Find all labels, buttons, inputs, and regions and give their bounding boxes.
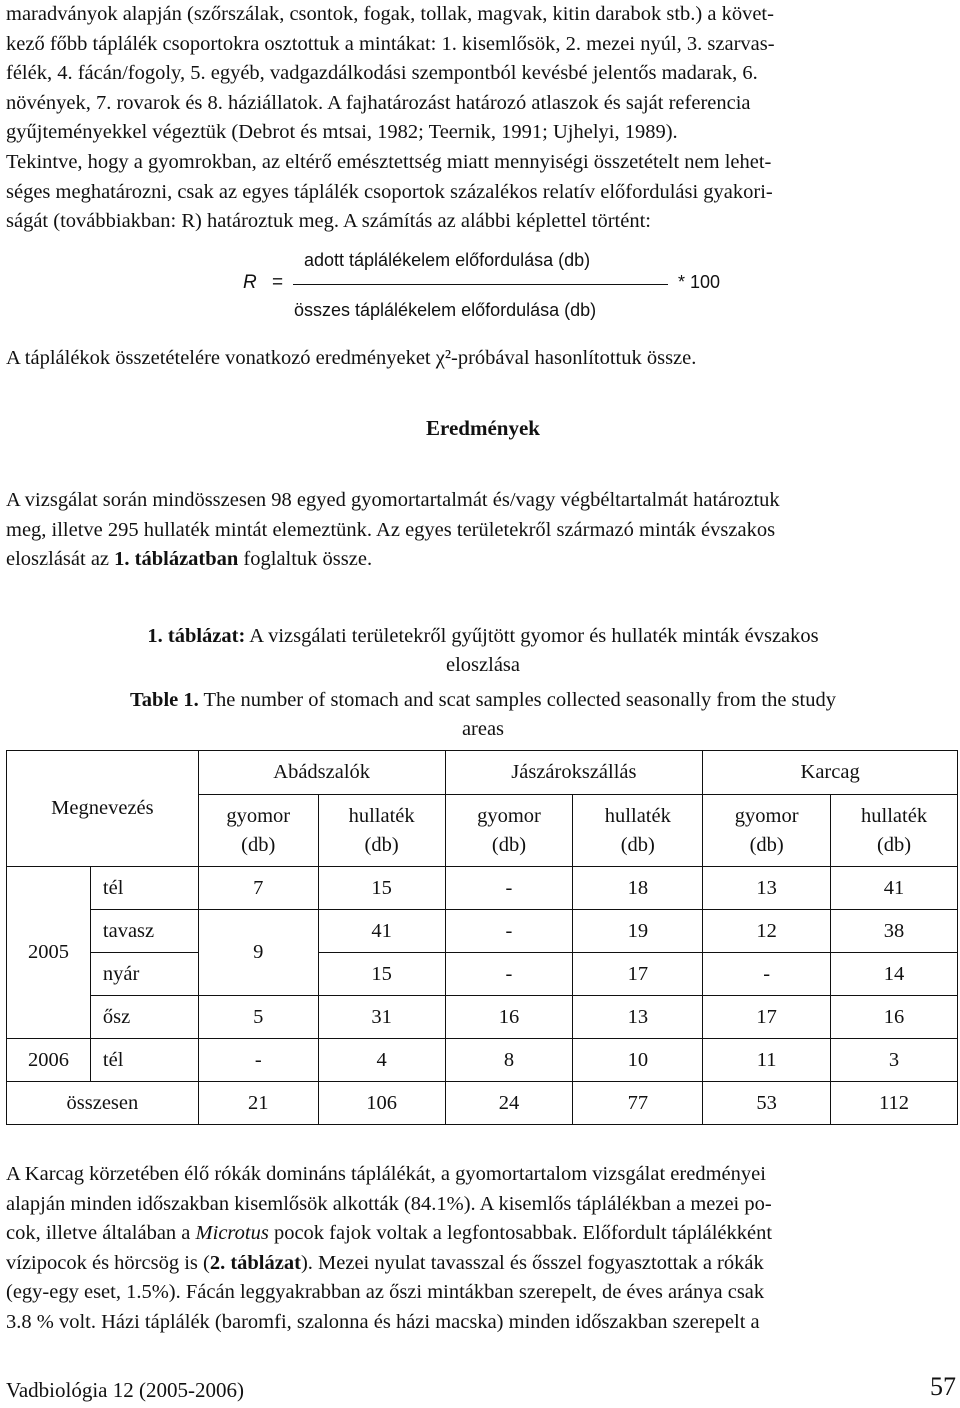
fraction-bar (293, 284, 668, 285)
year-cell: 2006 (7, 1039, 91, 1082)
value-cell: 13 (573, 996, 703, 1039)
text-line (6, 545, 960, 575)
page-footer (6, 1372, 960, 1403)
text-line (6, 1219, 960, 1249)
paragraph-results (6, 486, 960, 575)
value-cell: 12 (703, 910, 831, 953)
text-line: A Karcag körzetében élő rókák domináns táplálékát, a gyomortartalom vizsgálat eredményei (6, 1163, 766, 1185)
table-reference: 1. táblázatban (114, 548, 239, 570)
total-label: összesen (7, 1082, 199, 1125)
paragraph-chi-square: A táplálékok összetételére vonatkozó eredményeket χ²-próbával hasonlítottuk össze. (6, 347, 697, 369)
value-cell: 13 (703, 867, 831, 910)
table-header-row (7, 751, 958, 795)
formula-numerator: adott táplálékelem előfordulása (db) (304, 250, 591, 270)
value-cell: 18 (573, 867, 703, 910)
paragraph-discussion (6, 1160, 960, 1337)
formula (6, 238, 960, 348)
season-cell: tél (90, 867, 198, 910)
section-heading: Eredmények (426, 416, 540, 440)
caption-hu-line1 (6, 622, 960, 651)
value-cell: 19 (573, 910, 703, 953)
value-cell: 16 (831, 996, 958, 1039)
header-designation: Megnevezés (7, 751, 199, 867)
total-cell: 106 (318, 1082, 445, 1125)
table-row (7, 910, 958, 953)
text-run: vízipocok és hörcsög is ( (6, 1251, 210, 1274)
value-cell: 7 (198, 867, 318, 910)
text-line: Tekintve, hogy a gyomrokban, az eltérő emésztettség miatt mennyiségi összetételt nem lehet- (6, 151, 772, 173)
year-cell: 2005 (7, 867, 91, 1039)
table-row (7, 953, 958, 996)
table-row (7, 996, 958, 1039)
header-area: Karcag (703, 751, 958, 795)
value-cell: 41 (831, 867, 958, 910)
subheader-stomach: gyomor (db) (198, 795, 318, 867)
value-cell: 14 (831, 953, 958, 996)
subheader-scat: hullaték (db) (573, 795, 703, 867)
journal-name: Vadbiológia 12 (2005-2006) (6, 1378, 244, 1402)
text-line: 3.8 % volt. Házi táplálék (baromfi, szalonna és házi macska) minden időszakban szerepelt a (6, 1310, 760, 1333)
formula-equals: = (272, 272, 284, 293)
caption-en-line1 (6, 686, 960, 715)
text-line: séges meghatározni, csak az egyes táplálék csoportok százalékos relatív előfordulási gyakori- (6, 180, 773, 203)
value-cell: - (703, 953, 831, 996)
table-reference: 2. táblázat (209, 1251, 301, 1274)
value-cell: - (445, 910, 573, 953)
season-cell: ősz (90, 996, 198, 1039)
value-cell: 31 (318, 996, 445, 1039)
page-number: 57 (930, 1372, 956, 1401)
value-cell: 5 (198, 996, 318, 1039)
text-line: félék, 4. fácán/fogoly, 5. egyéb, vadgazdálkodási szempontból kevésbé jelentős madarak, 6. (6, 62, 758, 84)
text-line: A vizsgálat során mindösszesen 98 egyed gyomortartalmát és/vagy végbéltartalmát határoztuk (6, 489, 780, 511)
caption-en-label: Table 1. (130, 689, 199, 711)
paragraph-methods-2 (6, 148, 960, 237)
text-run: pocok fajok voltak a legfontosabbak. Előfordult táplálékként (268, 1222, 773, 1244)
total-cell: 53 (703, 1082, 831, 1125)
caption-hu-label: 1. táblázat: (147, 625, 246, 647)
total-cell: 21 (198, 1082, 318, 1125)
subheader-stomach: gyomor (db) (703, 795, 831, 867)
text-run: ). Mezei nyulat tavasszal és ősszel fogyasztottak a rókák (300, 1251, 764, 1274)
value-cell: 16 (445, 996, 573, 1039)
header-area: Jászárokszállás (445, 751, 703, 795)
season-cell: tél (90, 1039, 198, 1082)
text-line (6, 1249, 960, 1279)
text-line: gyűjteményekkel végeztük (Debrot és mtsai, 1982; Teernik, 1991; Ujhelyi, 1989). (6, 121, 678, 143)
season-cell: tavasz (90, 910, 198, 953)
value-cell: 17 (703, 996, 831, 1039)
total-cell: 112 (831, 1082, 958, 1125)
value-cell: 4 (318, 1039, 445, 1082)
value-cell: 41 (318, 910, 445, 953)
caption-hu-line2: eloszlása (446, 654, 520, 676)
subheader-scat: hullaték (db) (318, 795, 445, 867)
subheader-scat: hullaték (db) (831, 795, 958, 867)
taxon-name: Microtus (195, 1222, 269, 1244)
text-line: alapján minden időszakban kisemlősök alkották (84.1%). A kisemlős táplálékban a mezei po- (6, 1192, 772, 1215)
text-line: maradványok alapján (szőrszálak, csontok, fogak, tollak, magvak, kitin darabok stb.) a követ- (6, 3, 774, 25)
value-cell: 8 (445, 1039, 573, 1082)
text-line: kező főbb táplálék csoportokra osztottuk a mintákat: 1. kisemlősök, 2. mezei nyúl, 3. szarvas- (6, 32, 775, 55)
table-row (7, 1039, 958, 1082)
text-line: meg, illetve 295 hullaték mintát elemeztünk. Az egyes területekről származó minták évszakos (6, 518, 776, 541)
value-cell: 11 (703, 1039, 831, 1082)
value-cell: 10 (573, 1039, 703, 1082)
value-cell-merged: 9 (198, 910, 318, 996)
formula-multiplier: * 100 (678, 272, 721, 292)
total-cell: 77 (573, 1082, 703, 1125)
value-cell: 15 (318, 867, 445, 910)
caption-hu-text: A vizsgálati területekről gyűjtött gyomor és hullaték minták évszakos (245, 625, 819, 647)
value-cell: - (445, 953, 573, 996)
paragraph-methods-1 (6, 0, 960, 148)
text-line: (egy-egy eset, 1.5%). Fácán leggyakrabban az őszi mintákban szerepelt, de éves aránya csak (6, 1281, 765, 1303)
text-line: ságát (továbbiakban: R) határoztuk meg. A számítás az alábbi képlettel történt: (6, 210, 651, 232)
value-cell: 3 (831, 1039, 958, 1082)
value-cell: - (198, 1039, 318, 1082)
text-run: foglaltuk össze. (238, 548, 373, 570)
value-cell: - (445, 867, 573, 910)
header-area: Abádszalók (198, 751, 445, 795)
subheader-stomach: gyomor (db) (445, 795, 573, 867)
table-row (7, 867, 958, 910)
caption-en-line2: areas (461, 718, 505, 740)
data-table (6, 750, 958, 1125)
caption-en-text: The number of stomach and scat samples collected seasonally from the study (198, 689, 836, 711)
formula-lhs: R (243, 272, 257, 293)
table-caption (6, 622, 960, 744)
formula-denominator: összes táplálékelem előfordulása (db) (294, 300, 597, 320)
season-cell: nyár (90, 953, 198, 996)
value-cell: 15 (318, 953, 445, 996)
text-run: cok, illetve általában a (6, 1222, 196, 1244)
total-cell: 24 (445, 1082, 573, 1125)
value-cell: 17 (573, 953, 703, 996)
table-total-row (7, 1082, 958, 1125)
text-run: eloszlását az (6, 548, 115, 570)
value-cell: 38 (831, 910, 958, 953)
text-line: növények, 7. rovarok és 8. háziállatok. A fajhatározást határozó atlaszok és saját referencia (6, 91, 751, 114)
